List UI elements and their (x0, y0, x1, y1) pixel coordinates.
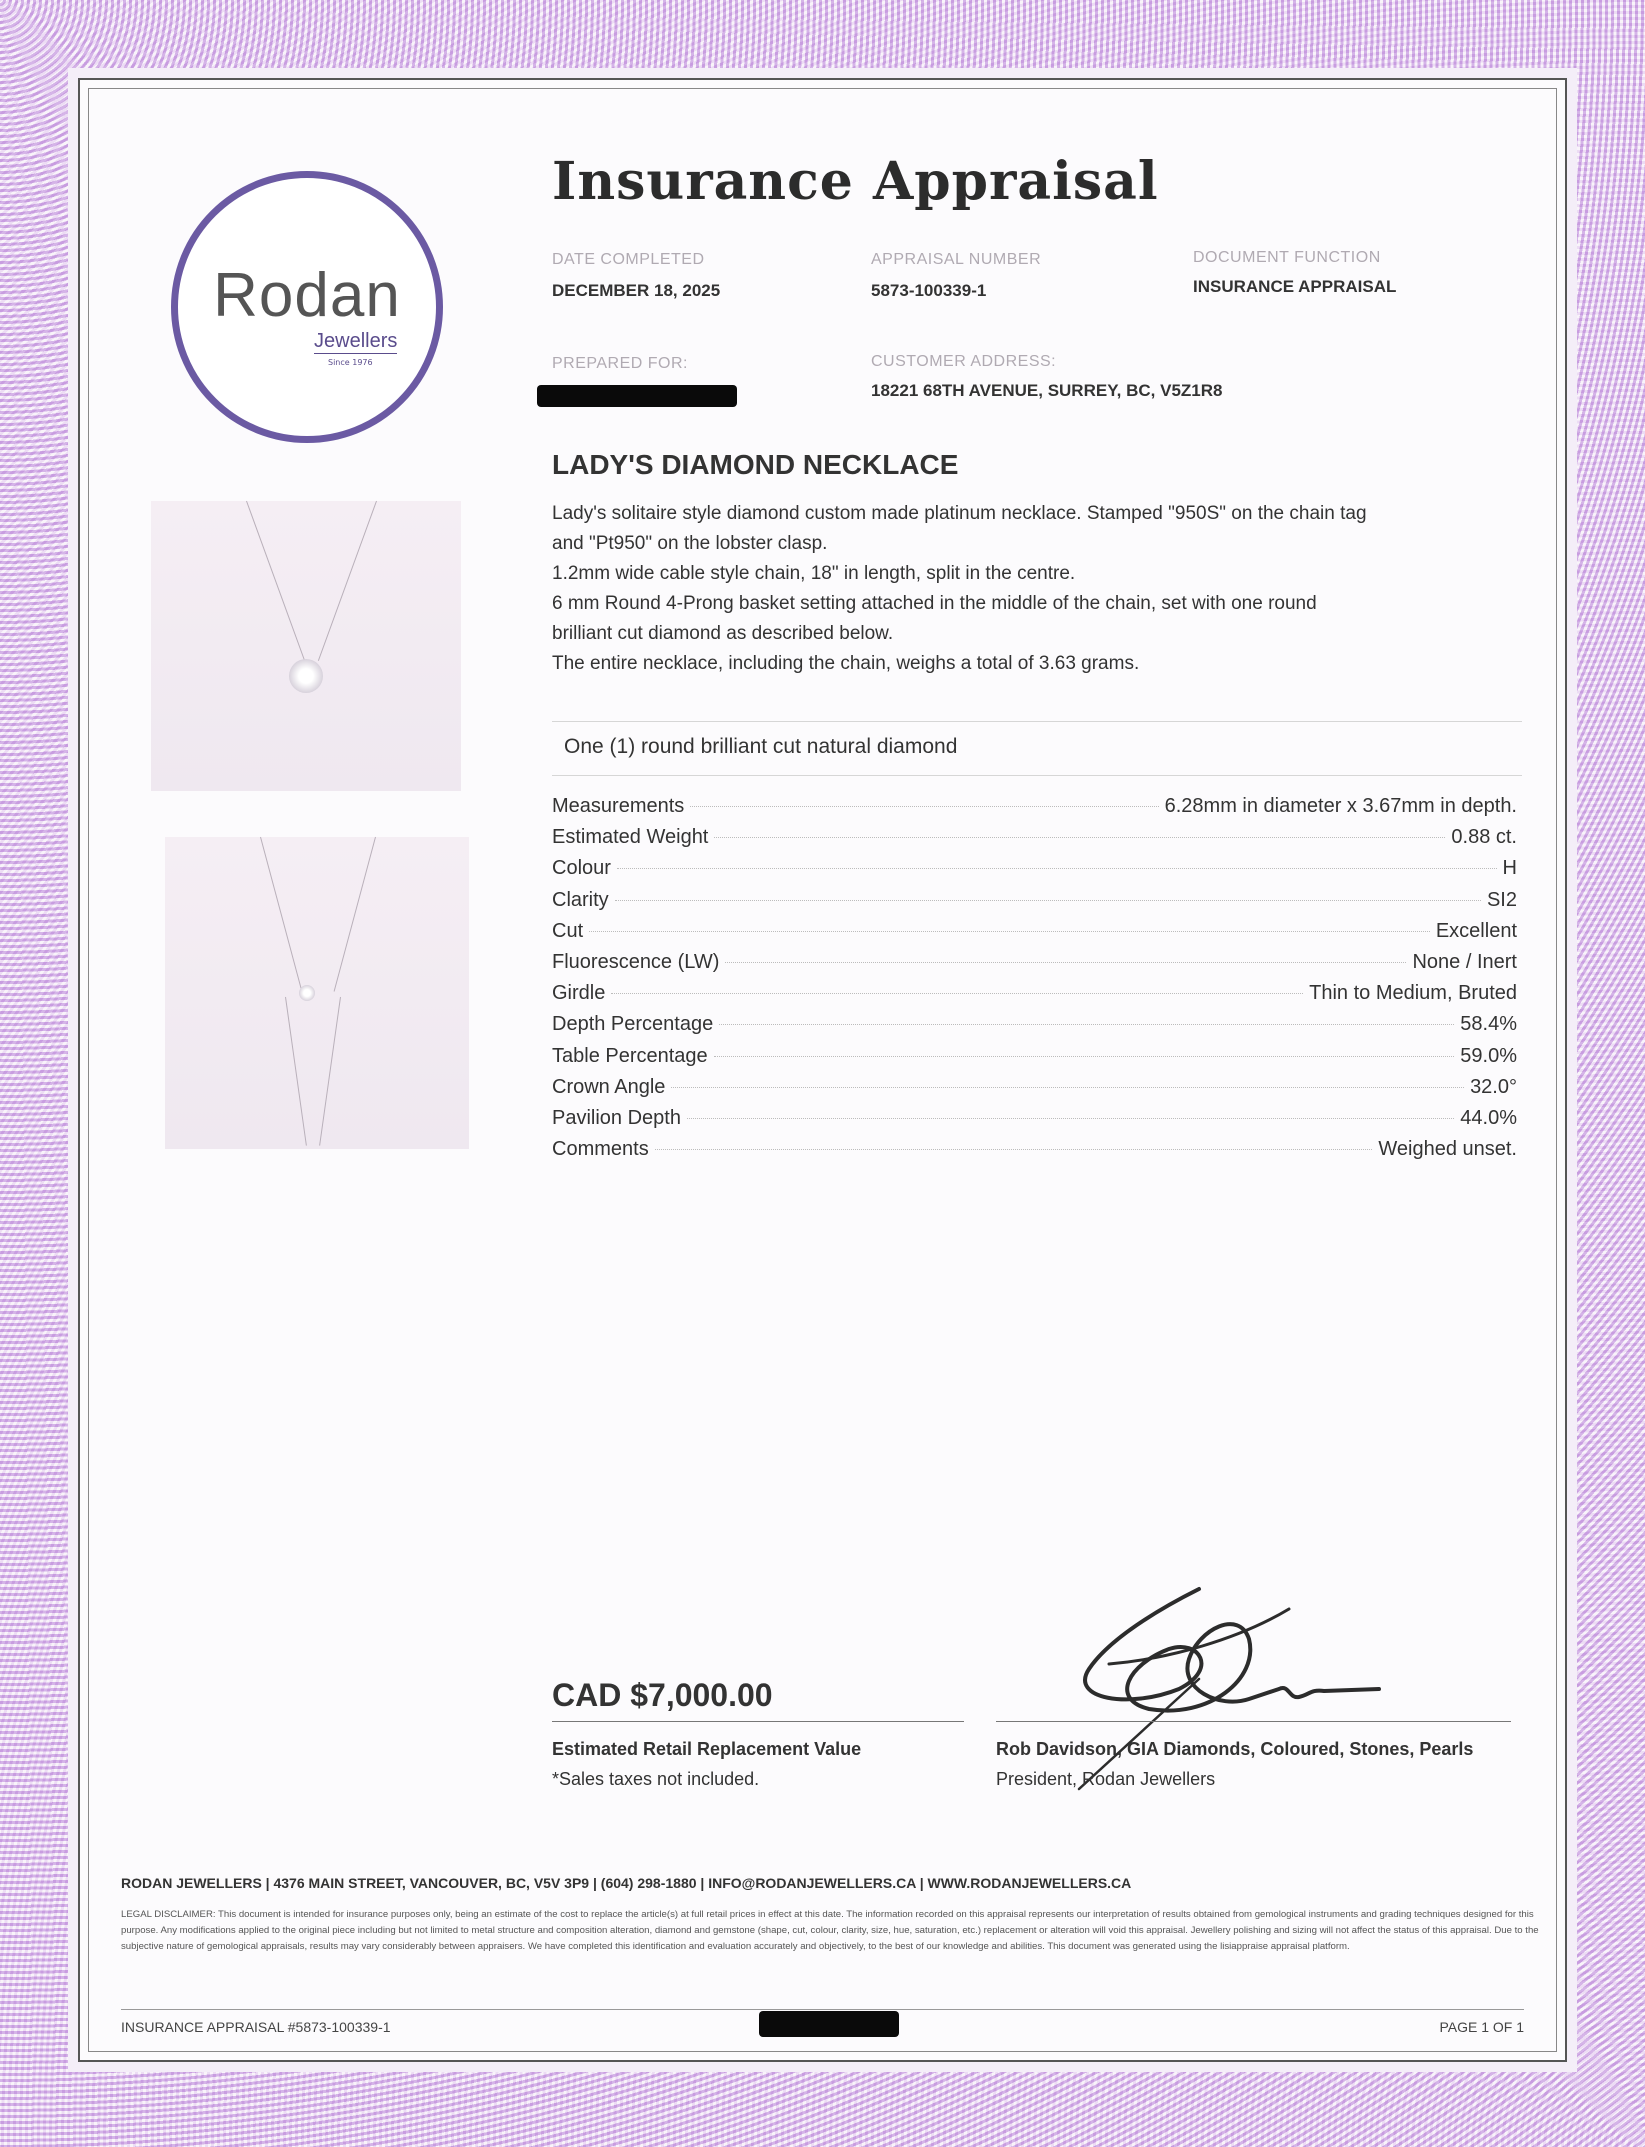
spec-row (552, 1045, 1517, 1076)
spec-label: Pavilion Depth (552, 1106, 681, 1129)
spec-label: Colour (552, 857, 611, 880)
legal-disclaimer: LEGAL DISCLAIMER: This document is intended for insurance purposes only, being an estimate of the cost to replace the article(s) at full retail prices in effect at this date. The information recorded on this appraisal represents our interpretation of results obtained from gemological instruments and grading techniques designed for this purpose. Any modifications applied to the original piece including but not limited to metal structure and composition alteration, diamond and gemstone (shape, cut, colour, clarity, size, hue, saturation, etc.) replacement or alteration will void this appraisal. Jewellery polishing and sizing will not affect the status of this appraisal. Due to the subjective nature of gemological appraisals, results may vary considerably between appraisers. We have completed this identification and evaluation accurately and objectively, to the best of our knowledge and abilities. This document was generated using the lisiappraise appraisal platform. (121, 1909, 1539, 1952)
spec-value: H (1502, 857, 1517, 880)
spec-value: 59.0% (1460, 1044, 1517, 1067)
spec-label: Depth Percentage (552, 1013, 714, 1036)
spec-label: Fluorescence (LW) (552, 950, 720, 973)
date-completed-value: DECEMBER 18, 2025 (552, 281, 721, 300)
description-line: Lady's solitaire style diamond custom made platinum necklace. Stamped "950S" on the chain tag (552, 503, 1367, 524)
spec-row (552, 951, 1517, 982)
logo-sub-text: Jewellers (314, 330, 398, 352)
diamond-specs (552, 795, 1517, 1169)
document-function-label: DOCUMENT FUNCTION (1193, 249, 1381, 266)
appraiser-title: President, Rodan Jewellers (996, 1769, 1216, 1789)
spec-value: 32.0° (1470, 1075, 1517, 1098)
spec-row (552, 889, 1517, 920)
spec-value: 6.28mm in diameter x 3.67mm in depth. (1164, 795, 1517, 817)
prepared-for-label: PREPARED FOR: (552, 355, 688, 372)
document-title: Insurance Appraisal (552, 151, 1159, 212)
spec-row (552, 1138, 1517, 1169)
document-function-value: INSURANCE APPRAISAL (1193, 277, 1397, 296)
redacted-footer-field (759, 2011, 899, 2037)
customer-address-label: CUSTOMER ADDRESS: (871, 353, 1057, 370)
rodan-logo (171, 171, 443, 443)
spec-value: Weighed unset. (1378, 1138, 1517, 1161)
necklace-photo-closeup (151, 501, 461, 791)
redacted-customer-name (537, 385, 737, 407)
appraisal-number-value: 5873-100339-1 (871, 281, 987, 300)
spec-value: 0.88 ct. (1451, 826, 1517, 849)
spec-label: Estimated Weight (552, 826, 709, 849)
spec-row (552, 795, 1517, 826)
description-line: The entire necklace, including the chain, weighs a total of 3.63 grams. (552, 653, 1140, 674)
spec-value: 44.0% (1460, 1106, 1517, 1129)
spec-label: Cut (552, 919, 584, 942)
divider (552, 721, 1522, 722)
necklace-photo-full (165, 837, 469, 1149)
spec-value: Excellent (1435, 919, 1517, 942)
appraisal-number-label: APPRAISAL NUMBER (871, 251, 1042, 268)
spec-label: Clarity (552, 888, 609, 911)
description-line: brilliant cut diamond as described below. (552, 623, 894, 644)
footer-page-number: PAGE 1 OF 1 (1439, 2019, 1524, 2035)
item-title: LADY'S DIAMOND NECKLACE (552, 449, 959, 480)
description-line: 6 mm Round 4-Prong basket setting attached in the middle of the chain, set with one round (552, 593, 1317, 614)
spec-row (552, 1076, 1517, 1107)
stone-heading: One (1) round brilliant cut natural diamond (564, 735, 958, 758)
spec-label: Crown Angle (552, 1075, 666, 1098)
valuation-note: *Sales taxes not included. (552, 1769, 760, 1789)
divider (552, 775, 1522, 776)
logo-since-text: Since 1976 (328, 358, 373, 367)
footer-document-id: INSURANCE APPRAISAL #5873-100339-1 (121, 2019, 391, 2035)
date-completed-label: DATE COMPLETED (552, 251, 705, 268)
spec-label: Comments (552, 1138, 649, 1161)
spec-label: Table Percentage (552, 1044, 708, 1067)
spec-row (552, 1013, 1517, 1044)
item-description (552, 499, 1522, 679)
spec-value: None / Inert (1412, 950, 1517, 973)
footer-contact: RODAN JEWELLERS | 4376 MAIN STREET, VANCOUVER, BC, V5V 3P9 | (604) 298-1880 | INFO@RODANJEWELLERS.CA | WWW.RODANJEWELLERS.CA (121, 1875, 1132, 1891)
description-line: and "Pt950" on the lobster clasp. (552, 533, 828, 554)
valuation-label: Estimated Retail Replacement Value (552, 1739, 862, 1759)
spec-label: Girdle (552, 982, 606, 1005)
valuation-amount: CAD $7,000.00 (552, 1677, 773, 1713)
spec-value: 58.4% (1460, 1013, 1517, 1036)
spec-label: Measurements (552, 795, 685, 817)
signature-rule (996, 1721, 1511, 1722)
spec-row (552, 982, 1517, 1013)
spec-value: Thin to Medium, Bruted (1309, 982, 1517, 1005)
inner-frame (88, 88, 1557, 2052)
footer-rule (121, 2009, 1524, 2010)
spec-row (552, 857, 1517, 888)
description-line: 1.2mm wide cable style chain, 18" in length, split in the centre. (552, 563, 1076, 584)
spec-row (552, 826, 1517, 857)
spec-row (552, 1107, 1517, 1138)
customer-address-value: 18221 68TH AVENUE, SURREY, BC, V5Z1R8 (871, 381, 1223, 400)
appraisal-document (78, 78, 1567, 2062)
spec-row (552, 920, 1517, 951)
logo-main-text: Rodan (213, 261, 401, 330)
spec-value: SI2 (1486, 888, 1517, 911)
valuation-rule (552, 1721, 964, 1722)
appraiser-name: Rob Davidson, GIA Diamonds, Coloured, Stones, Pearls (996, 1739, 1474, 1759)
